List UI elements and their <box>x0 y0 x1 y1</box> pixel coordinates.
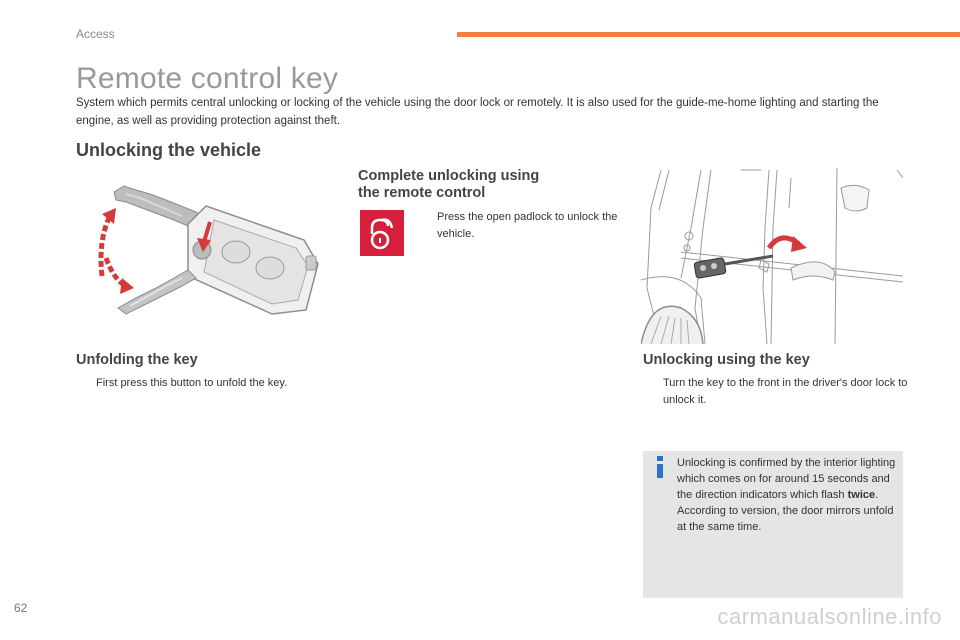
bullet-mark <box>417 209 437 243</box>
info-text-period: . <box>875 489 879 501</box>
bullet-mark <box>643 375 663 409</box>
info-text-part2: According to version, the door mirrors unfold at the same time. <box>677 505 894 533</box>
info-icon <box>652 455 668 479</box>
complete-unlocking-bullet-text: Press the open padlock to unlock the vehicle. <box>437 211 618 240</box>
key-unlocking-bullet-text: Turn the key to the front in the driver's door lock to unlock it. <box>663 377 908 406</box>
complete-unlocking-heading-line1: Complete unlocking using <box>358 168 540 184</box>
page-number: 62 <box>14 601 28 615</box>
section-tag: Access <box>76 27 115 41</box>
complete-unlocking-heading <box>358 168 539 202</box>
info-text-part1: Unlocking is confirmed by the interior lighting which comes on for around 15 seconds and the direction indicators which flash <box>677 457 896 501</box>
key-unlocking-bullet <box>643 375 908 409</box>
car-door-illustration <box>641 168 903 344</box>
watermark: carmanualsonline.info <box>717 604 942 629</box>
intro-paragraph: System which permits central unlocking or locking of the vehicle using the door lock or remotely. It is also used for the guide-me-home lighting and starting the engine, as well as providing protection against theft. <box>76 97 879 127</box>
section-heading: Unlocking the vehicle <box>76 140 262 160</box>
complete-unlocking-heading-line2: the remote control <box>358 185 486 201</box>
key-fob-icon <box>188 206 318 314</box>
info-text-emphasis: twice <box>847 489 876 501</box>
unfolding-heading: Unfolding the key <box>76 352 198 368</box>
bullet-mark <box>76 375 96 392</box>
unfolding-bullet <box>76 375 336 392</box>
unfolding-bullet-text: First press this button to unfold the key. <box>96 377 288 389</box>
info-text <box>677 455 897 535</box>
open-padlock-icon <box>360 210 404 256</box>
lower-key-blade-icon <box>118 270 196 314</box>
page-title: Remote control key <box>76 62 339 95</box>
key-unlocking-heading: Unlocking using the key <box>643 352 810 368</box>
complete-unlocking-bullet <box>417 209 627 243</box>
header-accent-rule <box>457 32 960 37</box>
folding-key-illustration <box>96 180 336 320</box>
